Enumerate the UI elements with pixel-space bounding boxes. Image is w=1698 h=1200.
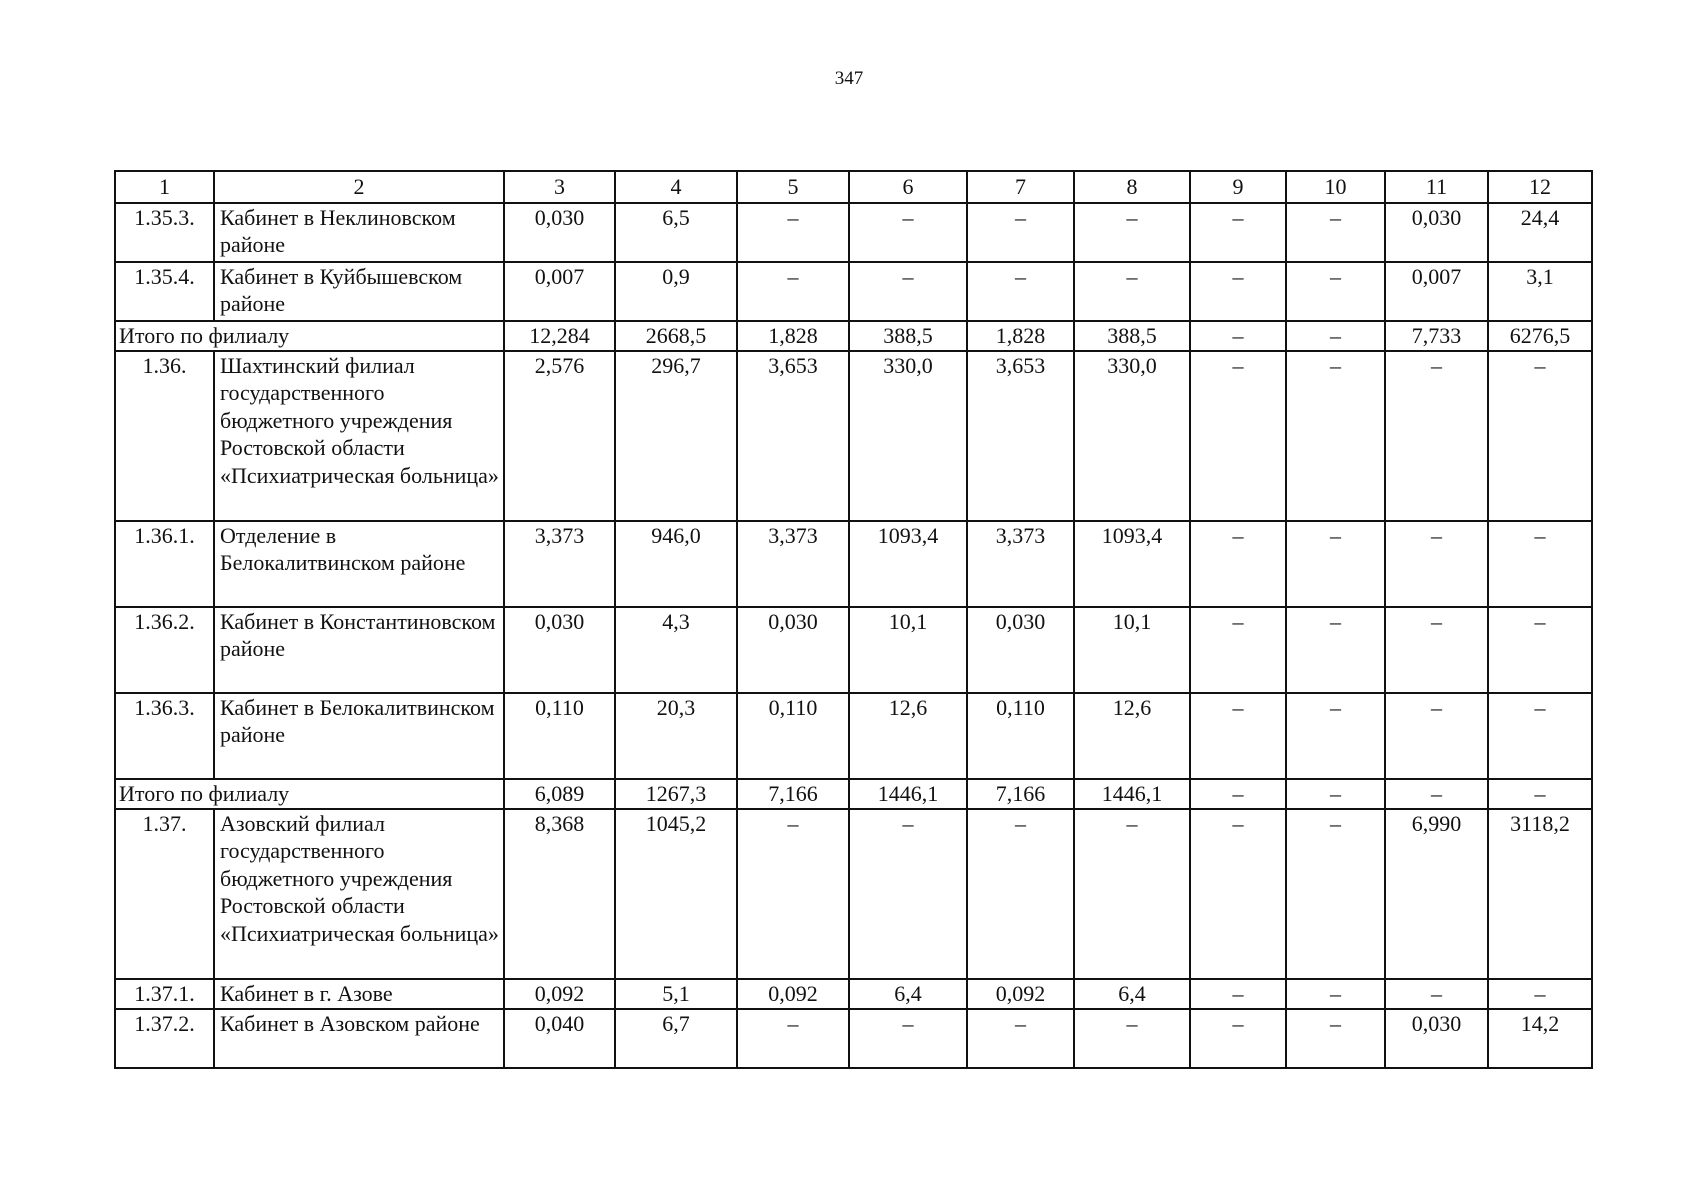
cell-col-4: 4,3 <box>615 607 737 693</box>
table-row <box>115 979 1592 1009</box>
data-table <box>114 170 1593 1069</box>
row-name: Азовский филиал государственного бюджетного учреждения Ростовской области «Психиатрическая больница» <box>214 809 504 979</box>
cell-col-12: – <box>1488 521 1592 607</box>
cell-col-5: – <box>737 809 849 979</box>
cell-col-7: 0,030 <box>967 607 1074 693</box>
cell-col-3: 0,030 <box>504 203 615 262</box>
cell-col-5: 0,092 <box>737 979 849 1009</box>
row-number: 1.35.3. <box>115 203 214 262</box>
cell-col-11: – <box>1385 351 1488 521</box>
cell-col-6: – <box>849 809 967 979</box>
row-name: Кабинет в Константиновском районе <box>214 607 504 693</box>
row-name: Отделение в Белокалитвинском районе <box>214 521 504 607</box>
cell-col-4: 1045,2 <box>615 809 737 979</box>
cell-col-7: 7,166 <box>967 779 1074 809</box>
cell-col-8: – <box>1074 262 1190 321</box>
cell-col-4: 296,7 <box>615 351 737 521</box>
row-number: 1.37. <box>115 809 214 979</box>
cell-col-8: 388,5 <box>1074 321 1190 351</box>
row-number: 1.36.3. <box>115 693 214 779</box>
table-row <box>115 351 1592 521</box>
table-row <box>115 693 1592 779</box>
cell-col-4: 6,7 <box>615 1009 737 1068</box>
cell-col-11: – <box>1385 607 1488 693</box>
cell-col-11: – <box>1385 693 1488 779</box>
cell-col-11: 0,007 <box>1385 262 1488 321</box>
cell-col-11: – <box>1385 521 1488 607</box>
cell-col-3: 6,089 <box>504 779 615 809</box>
cell-col-9: – <box>1190 521 1286 607</box>
cell-col-7: 3,373 <box>967 521 1074 607</box>
row-number: 1.36.1. <box>115 521 214 607</box>
cell-col-5: 7,166 <box>737 779 849 809</box>
cell-col-8: – <box>1074 809 1190 979</box>
cell-col-5: – <box>737 203 849 262</box>
cell-col-3: 3,373 <box>504 521 615 607</box>
cell-col-6: 388,5 <box>849 321 967 351</box>
cell-col-5: – <box>737 1009 849 1068</box>
cell-col-10: – <box>1286 1009 1385 1068</box>
table-row <box>115 203 1592 262</box>
cell-col-9: – <box>1190 321 1286 351</box>
cell-col-6: 10,1 <box>849 607 967 693</box>
cell-col-6: 1093,4 <box>849 521 967 607</box>
column-header-2: 2 <box>214 171 504 203</box>
cell-col-9: – <box>1190 262 1286 321</box>
cell-col-5: 1,828 <box>737 321 849 351</box>
table-row <box>115 607 1592 693</box>
cell-col-12: 3,1 <box>1488 262 1592 321</box>
cell-col-7: 3,653 <box>967 351 1074 521</box>
cell-col-5: 0,030 <box>737 607 849 693</box>
cell-col-3: 0,110 <box>504 693 615 779</box>
cell-col-12: 24,4 <box>1488 203 1592 262</box>
row-number: 1.37.1. <box>115 979 214 1009</box>
cell-col-9: – <box>1190 779 1286 809</box>
cell-col-11: – <box>1385 979 1488 1009</box>
cell-col-5: 3,373 <box>737 521 849 607</box>
cell-col-8: 1093,4 <box>1074 521 1190 607</box>
cell-col-4: 1267,3 <box>615 779 737 809</box>
cell-col-12: – <box>1488 607 1592 693</box>
header-row <box>115 171 1592 203</box>
cell-col-4: 0,9 <box>615 262 737 321</box>
cell-col-7: 1,828 <box>967 321 1074 351</box>
cell-col-3: 0,007 <box>504 262 615 321</box>
cell-col-4: 20,3 <box>615 693 737 779</box>
cell-col-11: 6,990 <box>1385 809 1488 979</box>
row-name: Кабинет в Азовском районе <box>214 1009 504 1068</box>
cell-col-3: 8,368 <box>504 809 615 979</box>
row-name: Кабинет в Неклиновском районе <box>214 203 504 262</box>
cell-col-6: – <box>849 1009 967 1068</box>
cell-col-11: 0,030 <box>1385 1009 1488 1068</box>
cell-col-11: – <box>1385 779 1488 809</box>
cell-col-7: 0,110 <box>967 693 1074 779</box>
cell-col-10: – <box>1286 321 1385 351</box>
column-header-1: 1 <box>115 171 214 203</box>
cell-col-4: 946,0 <box>615 521 737 607</box>
row-number: 1.35.4. <box>115 262 214 321</box>
cell-col-12: – <box>1488 693 1592 779</box>
cell-col-8: – <box>1074 203 1190 262</box>
column-header-12: 12 <box>1488 171 1592 203</box>
row-number: 1.36. <box>115 351 214 521</box>
cell-col-10: – <box>1286 607 1385 693</box>
cell-col-9: – <box>1190 351 1286 521</box>
cell-col-9: – <box>1190 203 1286 262</box>
table-row <box>115 1009 1592 1068</box>
cell-col-8: 6,4 <box>1074 979 1190 1009</box>
table-row <box>115 809 1592 979</box>
cell-col-5: 0,110 <box>737 693 849 779</box>
total-row <box>115 321 1592 351</box>
cell-col-6: – <box>849 203 967 262</box>
total-label: Итого по филиалу <box>115 779 504 809</box>
cell-col-8: 1446,1 <box>1074 779 1190 809</box>
total-label: Итого по филиалу <box>115 321 504 351</box>
cell-col-9: – <box>1190 979 1286 1009</box>
cell-col-12: – <box>1488 979 1592 1009</box>
cell-col-4: 5,1 <box>615 979 737 1009</box>
total-row <box>115 779 1592 809</box>
cell-col-6: – <box>849 262 967 321</box>
cell-col-4: 2668,5 <box>615 321 737 351</box>
cell-col-12: 3118,2 <box>1488 809 1592 979</box>
cell-col-10: – <box>1286 779 1385 809</box>
table-row <box>115 521 1592 607</box>
cell-col-5: 3,653 <box>737 351 849 521</box>
cell-col-6: 1446,1 <box>849 779 967 809</box>
cell-col-3: 12,284 <box>504 321 615 351</box>
cell-col-8: – <box>1074 1009 1190 1068</box>
cell-col-6: 12,6 <box>849 693 967 779</box>
cell-col-12: 6276,5 <box>1488 321 1592 351</box>
column-header-3: 3 <box>504 171 615 203</box>
cell-col-10: – <box>1286 979 1385 1009</box>
table-row <box>115 262 1592 321</box>
cell-col-7: – <box>967 1009 1074 1068</box>
cell-col-8: 10,1 <box>1074 607 1190 693</box>
cell-col-10: – <box>1286 693 1385 779</box>
cell-col-9: – <box>1190 1009 1286 1068</box>
column-header-6: 6 <box>849 171 967 203</box>
cell-col-6: 6,4 <box>849 979 967 1009</box>
cell-col-10: – <box>1286 203 1385 262</box>
cell-col-10: – <box>1286 809 1385 979</box>
column-header-8: 8 <box>1074 171 1190 203</box>
cell-col-7: – <box>967 262 1074 321</box>
cell-col-3: 2,576 <box>504 351 615 521</box>
page-number: 347 <box>834 68 864 89</box>
row-name: Кабинет в г. Азове <box>214 979 504 1009</box>
row-name: Шахтинский филиал государственного бюджетного учреждения Ростовской области «Психиатрическая больница» <box>214 351 504 521</box>
cell-col-7: – <box>967 809 1074 979</box>
cell-col-12: 14,2 <box>1488 1009 1592 1068</box>
cell-col-3: 0,040 <box>504 1009 615 1068</box>
cell-col-10: – <box>1286 351 1385 521</box>
cell-col-8: 12,6 <box>1074 693 1190 779</box>
cell-col-10: – <box>1286 262 1385 321</box>
cell-col-7: 0,092 <box>967 979 1074 1009</box>
column-header-7: 7 <box>967 171 1074 203</box>
column-header-5: 5 <box>737 171 849 203</box>
row-number: 1.37.2. <box>115 1009 214 1068</box>
cell-col-6: 330,0 <box>849 351 967 521</box>
cell-col-9: – <box>1190 809 1286 979</box>
column-header-9: 9 <box>1190 171 1286 203</box>
cell-col-10: – <box>1286 521 1385 607</box>
cell-col-8: 330,0 <box>1074 351 1190 521</box>
cell-col-11: 7,733 <box>1385 321 1488 351</box>
cell-col-12: – <box>1488 779 1592 809</box>
cell-col-9: – <box>1190 607 1286 693</box>
cell-col-11: 0,030 <box>1385 203 1488 262</box>
column-header-4: 4 <box>615 171 737 203</box>
cell-col-12: – <box>1488 351 1592 521</box>
column-header-11: 11 <box>1385 171 1488 203</box>
row-number: 1.36.2. <box>115 607 214 693</box>
cell-col-4: 6,5 <box>615 203 737 262</box>
column-header-10: 10 <box>1286 171 1385 203</box>
cell-col-9: – <box>1190 693 1286 779</box>
row-name: Кабинет в Белокалитвинском районе <box>214 693 504 779</box>
cell-col-5: – <box>737 262 849 321</box>
row-name: Кабинет в Куйбышевском районе <box>214 262 504 321</box>
cell-col-3: 0,030 <box>504 607 615 693</box>
cell-col-3: 0,092 <box>504 979 615 1009</box>
cell-col-7: – <box>967 203 1074 262</box>
